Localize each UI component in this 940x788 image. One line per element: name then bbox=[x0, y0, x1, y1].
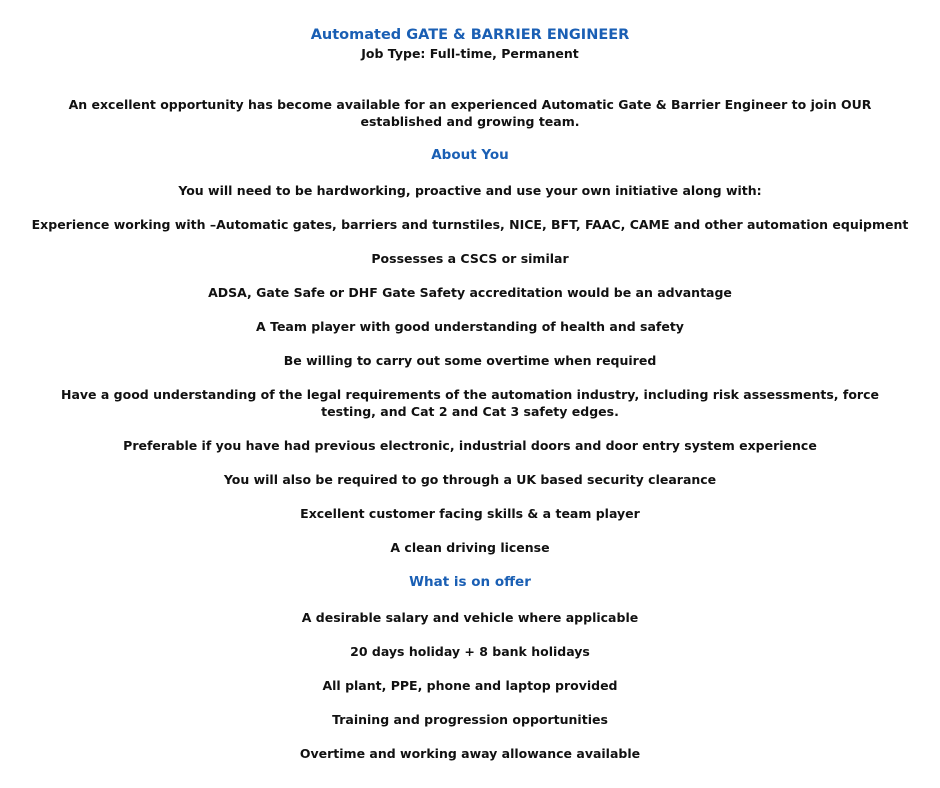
about-you-lead: You will need to be hardworking, proactive and use your own initiative along with: bbox=[178, 183, 762, 198]
requirement-item: A Team player with good understanding of health and safety bbox=[256, 319, 684, 334]
offer-item: Overtime and working away allowance available bbox=[299, 746, 641, 761]
requirement-item: Preferable if you have had previous electronic, industrial doors and door entry system experience bbox=[123, 438, 817, 453]
offer-item: 20 days holiday + 8 bank holidays bbox=[350, 644, 590, 659]
requirement-item: Experience working with –Automatic gates, barriers and turnstiles, NICE, BFT, FAAC, CAME and other automation equipment bbox=[31, 217, 909, 232]
offer-heading: What is on offer bbox=[409, 574, 531, 590]
requirement-item: Possesses a CSCS or similar bbox=[371, 251, 569, 266]
page-title: Automated GATE & BARRIER ENGINEER bbox=[310, 27, 630, 43]
job-type: Job Type: Full-time, Permanent bbox=[361, 46, 579, 61]
requirement-item: A clean driving license bbox=[390, 540, 550, 555]
requirement-item: Have a good understanding of the legal requirements of the automation industry, including risk assessments, force testing, and Cat 2 and Cat 3 safety edges. bbox=[61, 387, 879, 419]
intro-paragraph: An excellent opportunity has become available for an experienced Automatic Gate & Barrier Engineer to join OUR established and growing team. bbox=[68, 97, 872, 129]
requirement-item: You will also be required to go through a UK based security clearance bbox=[223, 472, 717, 487]
requirement-item: Be willing to carry out some overtime when required bbox=[283, 353, 657, 368]
about-you-heading: About You bbox=[431, 147, 509, 163]
offer-item: Training and progression opportunities bbox=[332, 712, 608, 727]
requirement-item: ADSA, Gate Safe or DHF Gate Safety accreditation would be an advantage bbox=[208, 285, 732, 300]
requirement-item: Excellent customer facing skills & a team player bbox=[300, 506, 640, 521]
offer-item: All plant, PPE, phone and laptop provided bbox=[322, 678, 618, 693]
offer-item: A desirable salary and vehicle where applicable bbox=[301, 610, 639, 625]
